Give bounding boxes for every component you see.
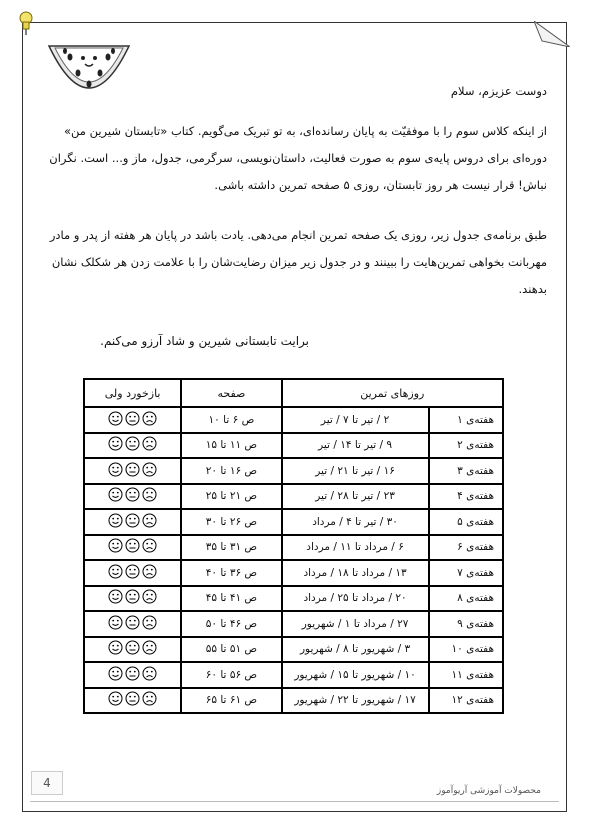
feedback-faces (108, 411, 157, 426)
week-cell: هفته‌ی ۹ (429, 611, 503, 637)
page-range-cell: ص ۴۱ تا ۴۵ (181, 586, 281, 612)
feedback-faces (108, 589, 157, 604)
table-row (84, 484, 503, 510)
page-range-cell: ص ۵۶ تا ۶۰ (181, 662, 281, 688)
table-row (84, 662, 503, 688)
feedback-faces (108, 462, 157, 477)
feedback-cell (84, 484, 181, 510)
table-row (84, 611, 503, 637)
happy-face-icon[interactable] (108, 615, 123, 630)
week-cell: هفته‌ی ۱۱ (429, 662, 503, 688)
feedback-faces (108, 564, 157, 579)
days-cell: ۳۰ / تیر تا ۴ / مرداد (282, 509, 429, 535)
week-cell: هفته‌ی ۱۲ (429, 688, 503, 714)
page-range-cell: ص ۳۶ تا ۴۰ (181, 560, 281, 586)
week-cell: هفته‌ی ۵ (429, 509, 503, 535)
feedback-cell (84, 611, 181, 637)
happy-face-icon[interactable] (108, 487, 123, 502)
page-number: 4 (31, 771, 63, 795)
table-row (84, 586, 503, 612)
table-row (84, 637, 503, 663)
footer-divider (30, 801, 559, 802)
sad-face-icon[interactable] (142, 640, 157, 655)
sad-face-icon[interactable] (142, 436, 157, 451)
header-days: روزهای تمرین (282, 379, 503, 407)
sad-face-icon[interactable] (142, 411, 157, 426)
feedback-cell (84, 535, 181, 561)
table-row (84, 560, 503, 586)
week-cell: هفته‌ی ۱۰ (429, 637, 503, 663)
neutral-face-icon[interactable] (125, 615, 140, 630)
days-cell: ۹ / تیر تا ۱۴ / تیر (282, 433, 429, 459)
happy-face-icon[interactable] (108, 666, 123, 681)
sad-face-icon[interactable] (142, 513, 157, 528)
header-feedback: بازخورد ولی (84, 379, 181, 407)
feedback-faces (108, 513, 157, 528)
week-cell: هفته‌ی ۷ (429, 560, 503, 586)
table-header-row (84, 379, 503, 407)
neutral-face-icon[interactable] (125, 589, 140, 604)
closing-line: برایت تابستانی شیرین و شاد آرزو می‌کنم. (100, 334, 309, 348)
neutral-face-icon[interactable] (125, 487, 140, 502)
happy-face-icon[interactable] (108, 513, 123, 528)
days-cell: ۳ / شهریور تا ۸ / شهریور (282, 637, 429, 663)
page-range-cell: ص ۶ تا ۱۰ (181, 407, 281, 433)
feedback-faces (108, 640, 157, 655)
neutral-face-icon[interactable] (125, 640, 140, 655)
practice-schedule-table (83, 378, 504, 714)
neutral-face-icon[interactable] (125, 691, 140, 706)
days-cell: ۶ / مرداد تا ۱۱ / مرداد (282, 535, 429, 561)
neutral-face-icon[interactable] (125, 513, 140, 528)
feedback-cell (84, 458, 181, 484)
feedback-faces (108, 666, 157, 681)
page-range-cell: ص ۱۶ تا ۲۰ (181, 458, 281, 484)
days-cell: ۲۳ / تیر تا ۲۸ / تیر (282, 484, 429, 510)
days-cell: ۱۰ / شهریور تا ۱۵ / شهریور (282, 662, 429, 688)
feedback-cell (84, 688, 181, 714)
intro-paragraph: از اینکه کلاس سوم را با موفقیّت به پایان رسانده‌ای، به تو تبریک می‌گویم. کتاب «تابستان شیرین من» دوره‌ای برای دروس پایه‌ی سوم به صورت فعالیت، داستان‌نویسی، سرگرمی، جدول، ماز و... است. نگران نباش! قرار نیست هر روز تابستان، روزی ۵ صفحه تمرین داشته باشی. (49, 124, 547, 192)
feedback-faces (108, 487, 157, 502)
feedback-faces (108, 538, 157, 553)
page-range-cell: ص ۶۱ تا ۶۵ (181, 688, 281, 714)
table-row (84, 407, 503, 433)
feedback-faces (108, 436, 157, 451)
happy-face-icon[interactable] (108, 589, 123, 604)
sad-face-icon[interactable] (142, 615, 157, 630)
publisher-footer: محصولات آموزشی آریوآموز (436, 786, 541, 796)
table-row (84, 433, 503, 459)
page-range-cell: ص ۲۶ تا ۳۰ (181, 509, 281, 535)
feedback-faces (108, 615, 157, 630)
sad-face-icon[interactable] (142, 564, 157, 579)
days-cell: ۱۷ / شهریور تا ۲۲ / شهریور (282, 688, 429, 714)
neutral-face-icon[interactable] (125, 462, 140, 477)
page-range-cell: ص ۴۶ تا ۵۰ (181, 611, 281, 637)
feedback-cell (84, 662, 181, 688)
header-page: صفحه (181, 379, 281, 407)
sad-face-icon[interactable] (142, 666, 157, 681)
happy-face-icon[interactable] (108, 640, 123, 655)
happy-face-icon[interactable] (108, 564, 123, 579)
week-cell: هفته‌ی ۱ (429, 407, 503, 433)
sad-face-icon[interactable] (142, 691, 157, 706)
page-range-cell: ص ۱۱ تا ۱۵ (181, 433, 281, 459)
page-range-cell: ص ۳۱ تا ۳۵ (181, 535, 281, 561)
week-cell: هفته‌ی ۳ (429, 458, 503, 484)
neutral-face-icon[interactable] (125, 666, 140, 681)
days-cell: ۱۳ / مرداد تا ۱۸ / مرداد (282, 560, 429, 586)
sad-face-icon[interactable] (142, 462, 157, 477)
table-row (84, 509, 503, 535)
week-cell: هفته‌ی ۸ (429, 586, 503, 612)
sad-face-icon[interactable] (142, 538, 157, 553)
pushpin-icon (16, 10, 42, 40)
happy-face-icon[interactable] (108, 462, 123, 477)
page-range-cell: ص ۲۱ تا ۲۵ (181, 484, 281, 510)
days-cell: ۱۶ / تیر تا ۲۱ / تیر (282, 458, 429, 484)
days-cell: ۲۷ / مرداد تا ۱ / شهریور (282, 611, 429, 637)
neutral-face-icon[interactable] (125, 538, 140, 553)
table-row (84, 688, 503, 714)
happy-face-icon[interactable] (108, 411, 123, 426)
feedback-cell (84, 637, 181, 663)
days-cell: ۲ / تیر تا ۷ / تیر (282, 407, 429, 433)
table-row (84, 458, 503, 484)
happy-face-icon[interactable] (108, 436, 123, 451)
greeting: دوست عزیزم، سلام (450, 84, 547, 98)
instructions-paragraph: طبق برنامه‌ی جدول زیر، روزی یک صفحه تمرین انجام می‌دهی. یادت باشد در پایان هر هفته از پدر و مادر مهربانت بخواهی تمرین‌هایت را ببینند و در جدول زیر میزان رضایت‌شان را با علامت زدن هر شکلک نشان بدهند. (49, 228, 547, 296)
days-cell: ۲۰ / مرداد تا ۲۵ / مرداد (282, 586, 429, 612)
happy-face-icon[interactable] (108, 691, 123, 706)
neutral-face-icon[interactable] (125, 564, 140, 579)
feedback-cell (84, 560, 181, 586)
feedback-cell (84, 509, 181, 535)
week-cell: هفته‌ی ۲ (429, 433, 503, 459)
feedback-cell (84, 586, 181, 612)
feedback-cell (84, 407, 181, 433)
feedback-faces (108, 691, 157, 706)
feedback-cell (84, 433, 181, 459)
happy-face-icon[interactable] (108, 538, 123, 553)
sad-face-icon[interactable] (142, 487, 157, 502)
week-cell: هفته‌ی ۴ (429, 484, 503, 510)
table-row (84, 535, 503, 561)
neutral-face-icon[interactable] (125, 436, 140, 451)
page-range-cell: ص ۵۱ تا ۵۵ (181, 637, 281, 663)
week-cell: هفته‌ی ۶ (429, 535, 503, 561)
neutral-face-icon[interactable] (125, 411, 140, 426)
sad-face-icon[interactable] (142, 589, 157, 604)
